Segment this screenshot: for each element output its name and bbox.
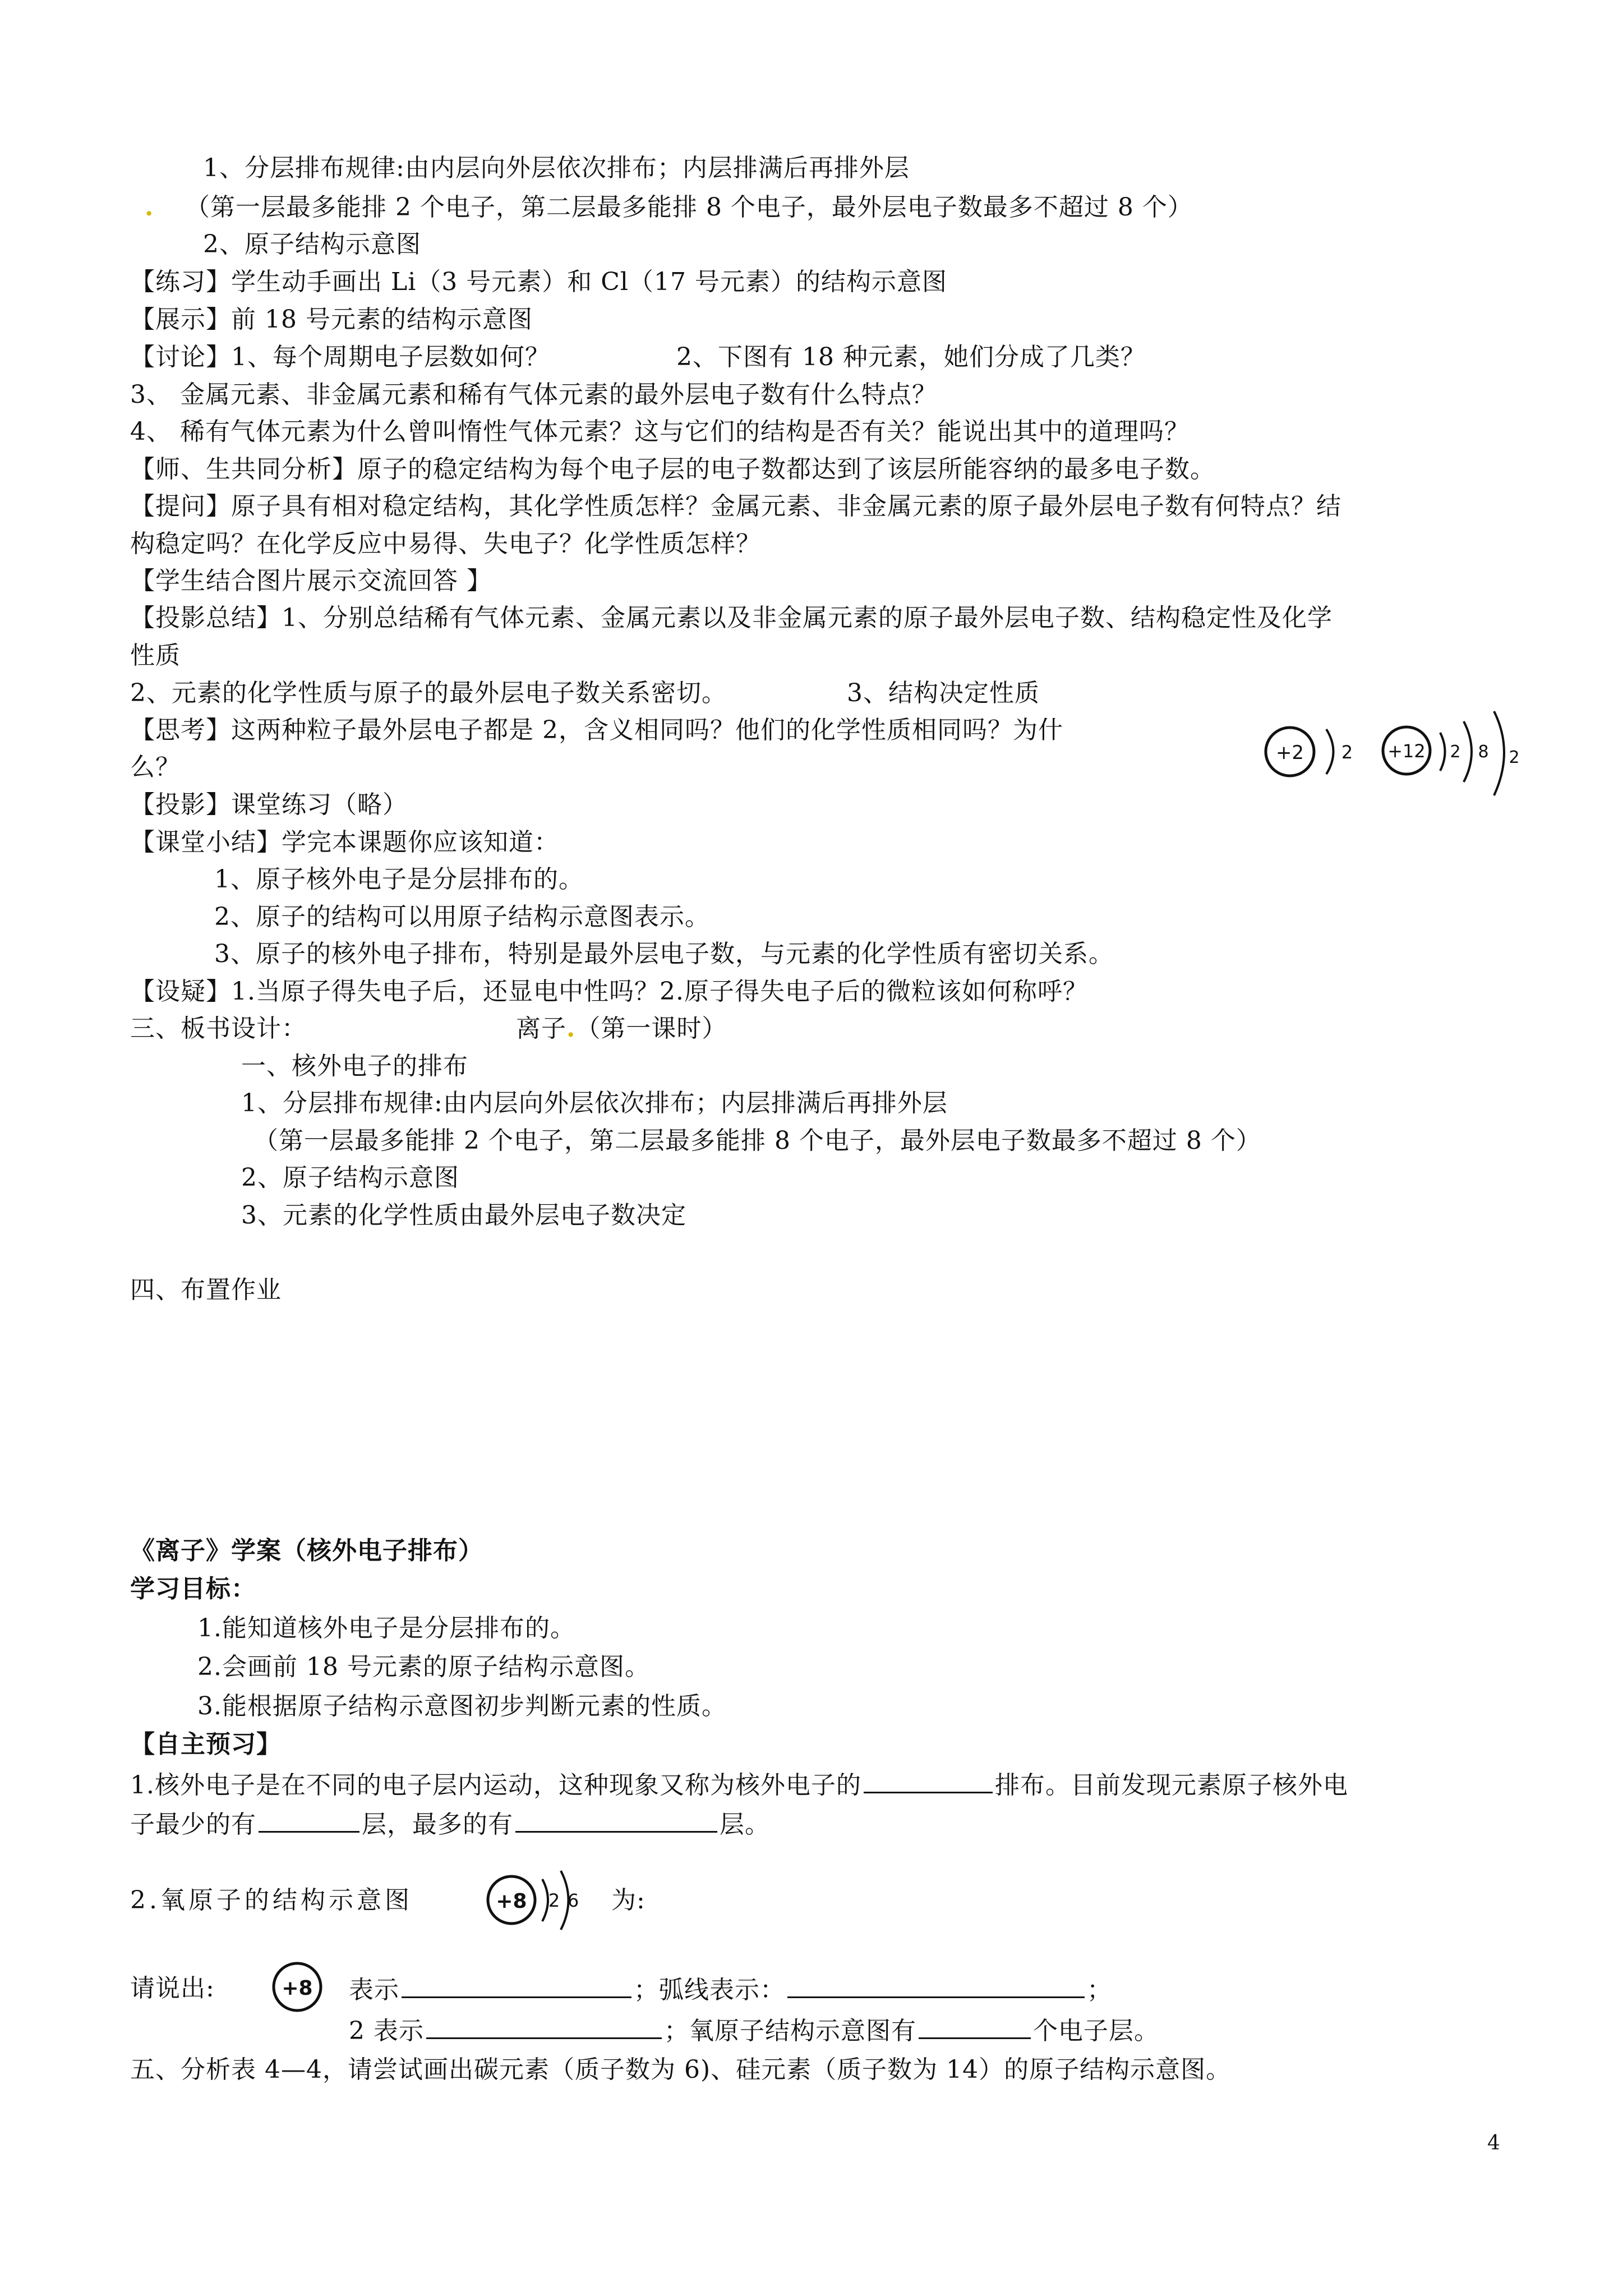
nucleus-charge: +8	[496, 1890, 527, 1913]
text-line: 【练习】学生动手画出 Li（3 号元素）和 Cl（17 号元素）的结构示意图	[130, 268, 947, 296]
text-line: 【投影】课堂练习（略）	[130, 790, 408, 819]
preview-heading: 【自主预习】	[130, 1730, 282, 1759]
question-text: 个电子层。	[1032, 2017, 1159, 2045]
text-line: 2、原子结构示意图	[241, 1163, 459, 1192]
question-text: ；弧线表示：	[634, 1976, 785, 2004]
text-line: （第一层最多能排 2 个电子，第二层最多能排 8 个电子，最外层电子数最多不超过 8 个）	[253, 1126, 1261, 1155]
shell-arc	[1440, 733, 1445, 771]
shell-electron-count: 2	[1450, 742, 1461, 762]
question-3	[349, 1972, 1112, 2007]
nucleus-charge: +2	[1275, 742, 1304, 764]
goal-item: 3.能根据原子结构示意图初步判断元素的性质。	[197, 1692, 727, 1720]
question-text: 排布。目前发现元素原子核外电	[994, 1771, 1348, 1800]
shell-electron-count: 2	[548, 1890, 560, 1911]
answer-blank[interactable]	[402, 1972, 631, 1998]
text-line: 么？	[130, 753, 181, 781]
answer-blank[interactable]	[426, 2013, 662, 2039]
answer-blank[interactable]	[259, 1806, 359, 1833]
question-5: 五、分析表 4—4，请尝试画出碳元素（质子数为 6)、硅元素（质子数为 14）的原子结构示意图。	[130, 2055, 1232, 2084]
shell-electron-count: 2	[1341, 742, 1353, 763]
goals-heading: 学习目标：	[130, 1575, 256, 1603]
text-line: 4、 稀有气体元素为什么曾叫惰性气体元素？这与它们的结构是否有关？能说出其中的道理吗？	[130, 417, 1189, 446]
text-line: 【师、生共同分析】原子的稳定结构为每个电子层的电子数都达到了该层所能容纳的最多电子数。	[130, 455, 1215, 484]
text-line: 性质	[130, 641, 181, 670]
magnesium-atom-diagram	[1380, 711, 1525, 807]
shell-electron-count: 2	[1509, 748, 1520, 767]
shell-arc	[1464, 721, 1472, 782]
text-line: 2、下图有 18 种元素，她们分成了几类？	[676, 343, 1146, 371]
oxygen-atom-diagram	[483, 1865, 584, 1938]
question-1	[130, 1767, 1348, 1802]
question-text: 层。	[720, 1810, 770, 1839]
text-line: 构稳定吗？在化学反应中易得、失电子？化学性质怎样？	[130, 530, 761, 558]
text-line: 一、核外电子的排布	[241, 1052, 468, 1080]
text-line: 【课堂小结】学完本课题你应该知道：	[130, 828, 559, 857]
goal-item: 1.能知道核外电子是分层排布的。	[197, 1614, 575, 1642]
page-number: 4	[1487, 2132, 1500, 2155]
text-line: 三、板书设计：	[130, 1014, 307, 1043]
marker-dot: .	[145, 193, 154, 222]
question-text: 层，最多的有	[362, 1810, 513, 1839]
board-title: 离子	[516, 1014, 566, 1043]
question-text: 子最少的有	[130, 1810, 256, 1839]
text-line: 3、结构决定性质	[847, 679, 1040, 707]
helium-atom-diagram	[1262, 718, 1374, 791]
nucleus-diagram	[270, 1959, 326, 2015]
shell-arc	[1326, 729, 1334, 774]
question-text: 为:	[611, 1886, 645, 1915]
question-text: 1.核外电子是在不同的电子层内运动，这种现象又称为核外电子的	[130, 1771, 861, 1800]
text-line: 3、原子的核外电子排布，特别是最外层电子数，与元素的化学性质有密切关系。	[214, 940, 1114, 968]
text-line: 3、元素的化学性质由最外层电子数决定	[241, 1201, 686, 1230]
document-title: 《离子》学案（核外电子排布）	[130, 1536, 483, 1565]
answer-blank[interactable]	[787, 1972, 1085, 1998]
marker-dot: .	[566, 1014, 576, 1043]
shell-electron-count: 8	[1478, 742, 1489, 762]
text-line: 【讨论】1、每个周期电子层数如何？	[130, 343, 550, 371]
text-line: 2、原子结构示意图	[203, 230, 421, 259]
question-4	[349, 2013, 1159, 2048]
answer-blank[interactable]	[864, 1767, 993, 1793]
board-subtitle: （第一课时）	[575, 1014, 727, 1043]
text-line: 【学生结合图片展示交流回答 】	[130, 567, 492, 595]
text-line: 【提问】原子具有相对稳定结构，其化学性质怎样？金属元素、非金属元素的原子最外层电子数有何特点？结	[130, 492, 1341, 521]
text-line: 3、 金属元素、非金属元素和稀有气体元素的最外层电子数有什么特点？	[130, 380, 937, 409]
shell-arc	[1494, 711, 1504, 795]
answer-blank[interactable]	[919, 2013, 1031, 2039]
text-line: 【思考】这两种粒子最外层电子都是 2，含义相同吗？他们的化学性质相同吗？为什	[130, 716, 1063, 744]
shell-electron-count: 6	[567, 1890, 579, 1911]
question-text: ；氧原子结构示意图有	[663, 2017, 916, 2045]
question-text: 2 表示	[349, 2017, 424, 2045]
section-heading: 四、布置作业	[130, 1276, 282, 1304]
question-text: 表示	[349, 1976, 399, 2004]
text-line	[516, 1012, 727, 1046]
text-line: （第一层最多能排 2 个电子，第二层最多能排 8 个电子，最外层电子数最多不超过 8 个）	[185, 193, 1193, 222]
text-line: 【设疑】1.当原子得失电子后，还显电中性吗？2.原子得失电子后的微粒该如何称呼？	[130, 977, 1088, 1006]
question-3-label: 请说出:	[130, 1974, 215, 2003]
question-2: 2.氧原子的结构示意图	[130, 1886, 413, 1915]
question-text: ；	[1087, 1976, 1112, 2004]
nucleus-charge: +12	[1387, 740, 1426, 762]
text-line: 【展示】前 18 号元素的结构示意图	[130, 305, 533, 334]
text-line: 2、原子的结构可以用原子结构示意图表示。	[214, 903, 710, 931]
answer-blank[interactable]	[515, 1806, 717, 1833]
shell-arc	[542, 1879, 548, 1921]
nucleus-charge: +8	[282, 1977, 313, 2000]
goal-item: 2.会画前 18 号元素的原子结构示意图。	[197, 1653, 650, 1681]
text-line: 2、元素的化学性质与原子的最外层电子数关系密切。	[130, 679, 727, 707]
text-line: 1、原子核外电子是分层排布的。	[214, 865, 584, 894]
text-line: 1、分层排布规律:由内层向外层依次排布；内层排满后再排外层	[241, 1089, 948, 1117]
text-line: 1、分层排布规律:由内层向外层依次排布；内层排满后再排外层	[203, 154, 910, 182]
question-1-cont	[130, 1806, 770, 1842]
text-line: 【投影总结】1、分别总结稀有气体元素、金属元素以及非金属元素的原子最外层电子数、结构稳定性及化学	[130, 604, 1332, 632]
